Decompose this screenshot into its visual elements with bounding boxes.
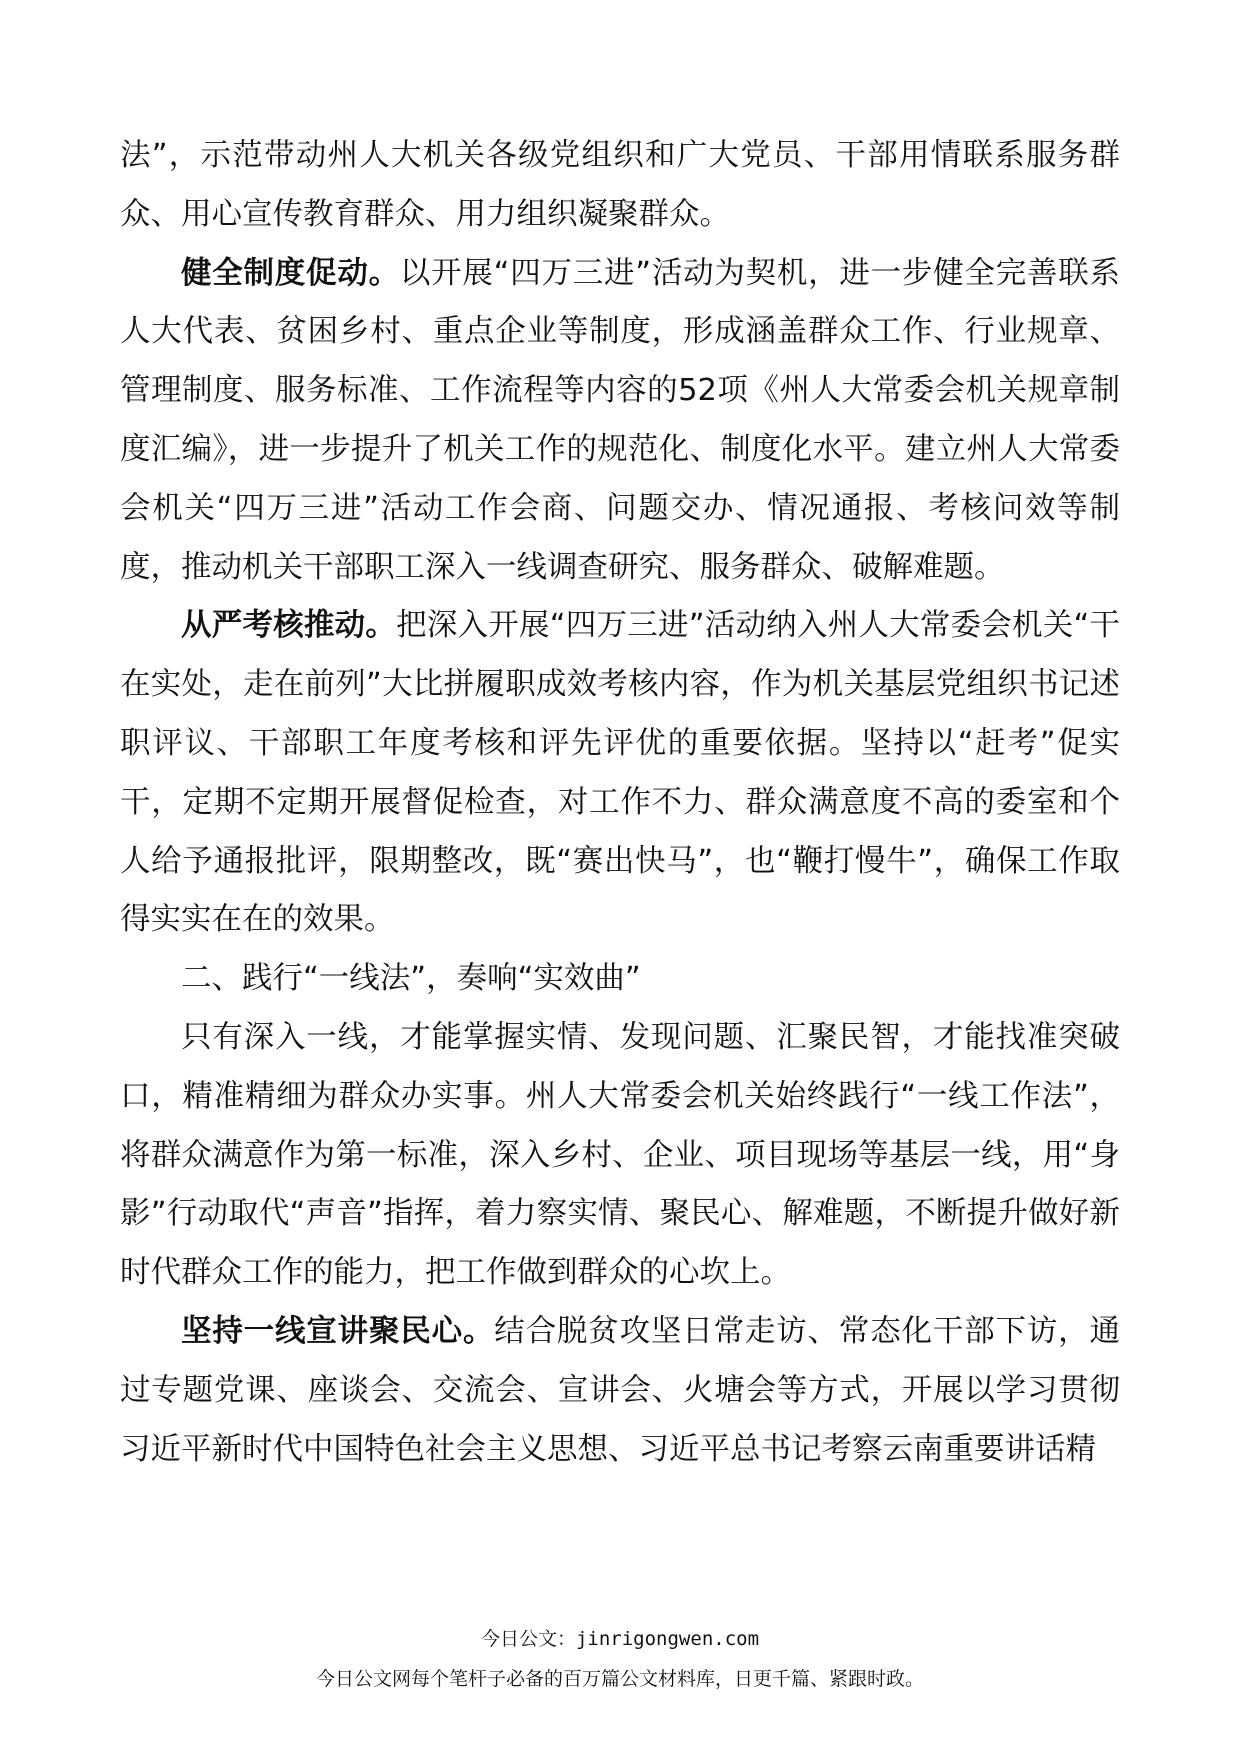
paragraph-heading: 从严考核推动。 [181, 608, 397, 644]
footer-slogan: 今日公文网每个笔杆子必备的百万篇公文材料库，日更千篇、紧跟时政。 [315, 1668, 924, 1690]
paragraph-frontline-preaching [120, 1303, 1120, 1479]
paragraph-system-promotion [120, 245, 1120, 598]
paragraph-text: 法”，示范带动州人大机关各级党组织和广大党员、干部用情联系服务群众、用心宣传教育群众、用力组织凝聚群众。 [120, 138, 1120, 232]
paragraph-heading: 坚持一线宣讲聚民心。 [181, 1313, 495, 1349]
paragraph-text: 把深入开展“四万三进”活动纳入州人大常委会机关“干在实处，走在前列”大比拼履职成效考核内容，作为机关基层党组织书记述职评议、干部职工年度考核和评先评优的重要依据。坚持以“赶考”促实干，定期不定期开展督促检查，对工作不力、群众满意度不高的委室和个人给予通报批评，限期整改，既“赛出快马”，也“鞭打慢牛”，确保工作取得实实在在的效果。 [120, 608, 1121, 938]
section-heading [120, 950, 1120, 1009]
section-heading-text: 二、践行“一线法”，奏响“实效曲” [181, 961, 641, 997]
document-body [120, 127, 1120, 1479]
footer-site-link: 今日公文：jinrigongwen.com [480, 1628, 760, 1650]
paragraph-text: 结合脱贫攻坚日常走访、常态化干部下访，通过专题党课、座谈会、交流会、宣讲会、火塘会等方式，开展以学习贯彻习近平新时代中国特色社会主义思想、习近平总书记考察云南重要讲话精 [120, 1313, 1121, 1467]
paragraph-heading: 健全制度促动。 [181, 255, 400, 291]
paragraph-strict-assessment [120, 597, 1120, 950]
paragraph-frontline [120, 1009, 1120, 1303]
paragraph-continuation [120, 127, 1120, 245]
paragraph-text: 以开展“四万三进”活动为契机，进一步健全完善联系人大代表、贫困乡村、重点企业等制度，形成涵盖群众工作、行业规章、管理制度、服务标准、工作流程等内容的52项《州人大常委会机关规章制度汇编》，进一步提升了机关工作的规范化、制度化水平。建立州人大常委会机关“四万三进”活动工作会商、问题交办、情况通报、考核问效等制度，推动机关干部职工深入一线调查研究、服务群众、破解难题。 [120, 255, 1120, 585]
paragraph-text: 只有深入一线，才能掌握实情、发现问题、汇聚民智，才能找准突破口，精准精细为群众办实事。州人大常委会机关始终践行“一线工作法”，将群众满意作为第一标准，深入乡村、企业、项目现场等基层一线，用“身影”行动取代“声音”指挥，着力察实情、聚民心、解难题，不断提升做好新时代群众工作的能力，把工作做到群众的心坎上。 [120, 1019, 1120, 1291]
